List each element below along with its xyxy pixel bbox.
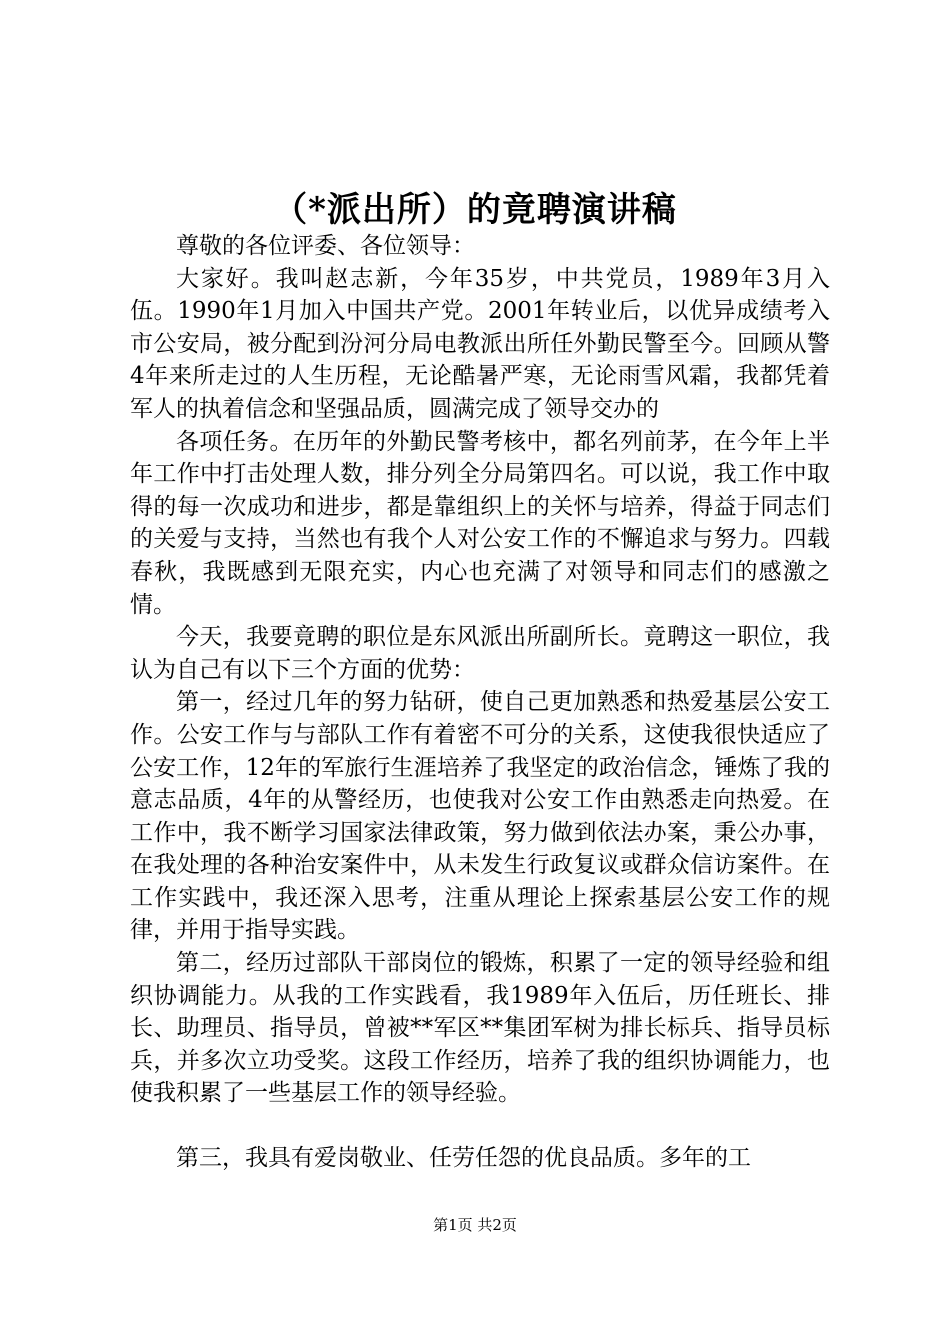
document-title: （*派出所）的竟聘演讲稿 (273, 190, 677, 230)
position-paragraph: 今天，我要竟聘的职位是东风派出所副所长。竟聘这一职位，我认为自己有以下三个方面的优势： (130, 624, 830, 683)
page-number-footer: 第1页 共2页 (433, 1216, 517, 1234)
salutation-paragraph: 尊敬的各位评委、各位领导： (176, 233, 475, 259)
intro-paragraph: 大家好。我叫赵志新，今年35岁，中共党员，1989年3月入伍。1990年1月加入中国共产党。2001年转业后，以优异成绩考入市公安局，被分配到汾河分局电教派出所任外勤民警至今。回顾从警4年来所走过的人生历程，无论酷暑严寒，无论雨雪风霜，我都凭着军人的执着信念和坚强品质，圆满完成了领导交办的 (130, 265, 830, 422)
advantage-three-paragraph: 第三，我具有爱岗敬业、任劳任怨的优良品质。多年的工 (176, 1145, 751, 1172)
advantage-two-paragraph: 第二，经历过部队干部岗位的锻炼，积累了一定的领导经验和组织协调能力。从我的工作实践看，我1989年入伍后，历任班长、排长、助理员、指导员，曾被**军区**集团军树为排长标兵、指导员标兵，并多次立功受奖。这段工作经历，培养了我的组织协调能力，也使我积累了一些基层工作的领导经验。 (130, 950, 830, 1107)
advantage-one-paragraph: 第一，经过几年的努力钻研，使自己更加熟悉和热爱基层公安工作。公安工作与与部队工作有着密不可分的关系，这使我很快适应了公安工作，12年的军旅行生涯培养了我坚定的政治信念，锤炼了我的意志品质，4年的从警经历，也使我对公安工作由熟悉走向热爱。在工作中，我不断学习国家法律政策，努力做到依法办案，秉公办事，在我处理的各种治安案件中，从未发生行政复议或群众信访案件。在工作实践中，我还深入思考，注重从理论上探索基层公安工作的规律，并用于指导实践。 (130, 689, 830, 944)
document-body (130, 230, 830, 1175)
achievements-paragraph: 各项任务。在历年的外勤民警考核中，都名列前茅，在今年上半年工作中打击处理人数，排分列全分局第四名。可以说，我工作中取得的每一次成功和进步，都是靠组织上的关怀与培养，得益于同志们的关爱与支持，当然也有我个人对公安工作的不懈追求与努力。四载春秋，我既感到无限充实，内心也充满了对领导和同志们的感激之情。 (130, 428, 830, 618)
